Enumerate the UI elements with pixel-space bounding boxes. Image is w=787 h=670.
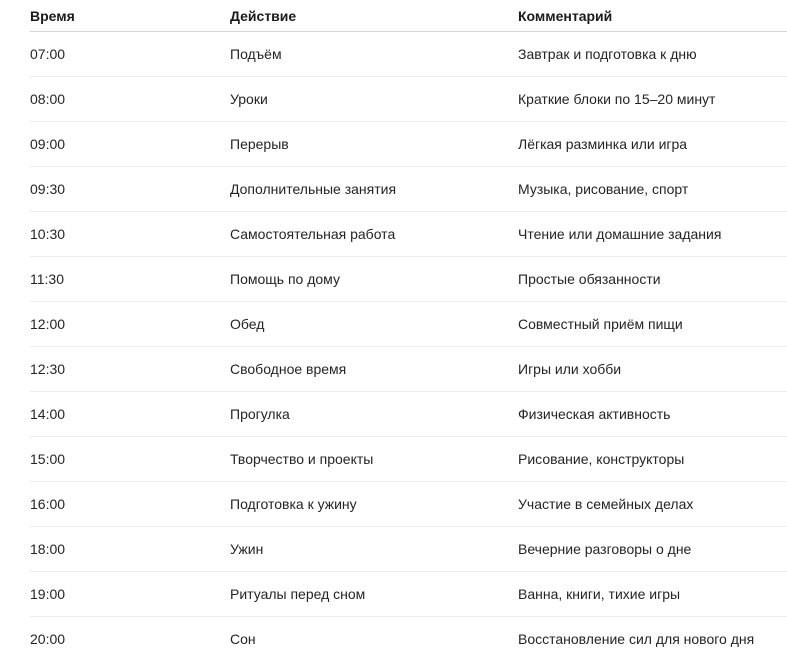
table-row	[30, 122, 787, 167]
column-header-comment: Комментарий	[518, 0, 787, 32]
cell-time: 18:00	[30, 527, 230, 572]
cell-action: Уроки	[230, 77, 518, 122]
cell-comment: Совместный приём пищи	[518, 302, 787, 347]
table-row	[30, 347, 787, 392]
cell-comment: Простые обязанности	[518, 257, 787, 302]
cell-action: Перерыв	[230, 122, 518, 167]
column-header-time: Время	[30, 0, 230, 32]
cell-time: 15:00	[30, 437, 230, 482]
cell-action: Подъём	[230, 32, 518, 77]
table-row	[30, 32, 787, 77]
cell-comment: Краткие блоки по 15–20 минут	[518, 77, 787, 122]
cell-comment: Вечерние разговоры о дне	[518, 527, 787, 572]
cell-time: 19:00	[30, 572, 230, 617]
cell-action: Ритуалы перед сном	[230, 572, 518, 617]
table-header	[30, 0, 787, 32]
cell-time: 14:00	[30, 392, 230, 437]
table-row	[30, 617, 787, 662]
column-header-action: Действие	[230, 0, 518, 32]
cell-action: Самостоятельная работа	[230, 212, 518, 257]
table-row	[30, 212, 787, 257]
cell-comment: Физическая активность	[518, 392, 787, 437]
table-row	[30, 392, 787, 437]
cell-comment: Рисование, конструкторы	[518, 437, 787, 482]
table-row	[30, 167, 787, 212]
table-row	[30, 302, 787, 347]
table-row	[30, 77, 787, 122]
cell-time: 20:00	[30, 631, 66, 647]
cell-time: 08:00	[30, 77, 230, 122]
cell-time: 09:30	[30, 167, 230, 212]
header-row	[30, 0, 787, 32]
cell-action: Подготовка к ужину	[230, 482, 518, 527]
cell-action: Прогулка	[230, 392, 518, 437]
cell-time: 16:00	[30, 482, 230, 527]
cell-comment: Восстановление сил для нового дня	[518, 631, 755, 647]
schedule-table	[30, 0, 787, 661]
cell-comment: Игры или хобби	[518, 347, 787, 392]
cell-time: 09:00	[30, 122, 230, 167]
table-row	[30, 527, 787, 572]
cell-time: 07:00	[30, 32, 230, 77]
cell-time: 12:30	[30, 347, 230, 392]
cell-action: Ужин	[230, 527, 518, 572]
cell-comment: Лёгкая разминка или игра	[518, 122, 787, 167]
cell-time: 10:30	[30, 212, 230, 257]
table-row	[30, 257, 787, 302]
cell-time: 11:30	[30, 257, 230, 302]
cell-comment: Чтение или домашние задания	[518, 212, 787, 257]
cell-action: Дополнительные занятия	[230, 167, 518, 212]
cell-action: Помощь по дому	[230, 257, 518, 302]
table-row	[30, 572, 787, 617]
cell-comment: Ванна, книги, тихие игры	[518, 572, 787, 617]
cell-comment: Завтрак и подготовка к дню	[518, 32, 787, 77]
cell-comment: Участие в семейных делах	[518, 482, 787, 527]
cell-action: Обед	[230, 302, 518, 347]
cell-time: 12:00	[30, 302, 230, 347]
table-row	[30, 437, 787, 482]
table-row	[30, 482, 787, 527]
cell-action: Свободное время	[230, 347, 518, 392]
cell-action: Творчество и проекты	[230, 437, 518, 482]
table-body	[30, 32, 787, 662]
cell-action: Сон	[230, 631, 256, 647]
cell-comment: Музыка, рисование, спорт	[518, 167, 787, 212]
